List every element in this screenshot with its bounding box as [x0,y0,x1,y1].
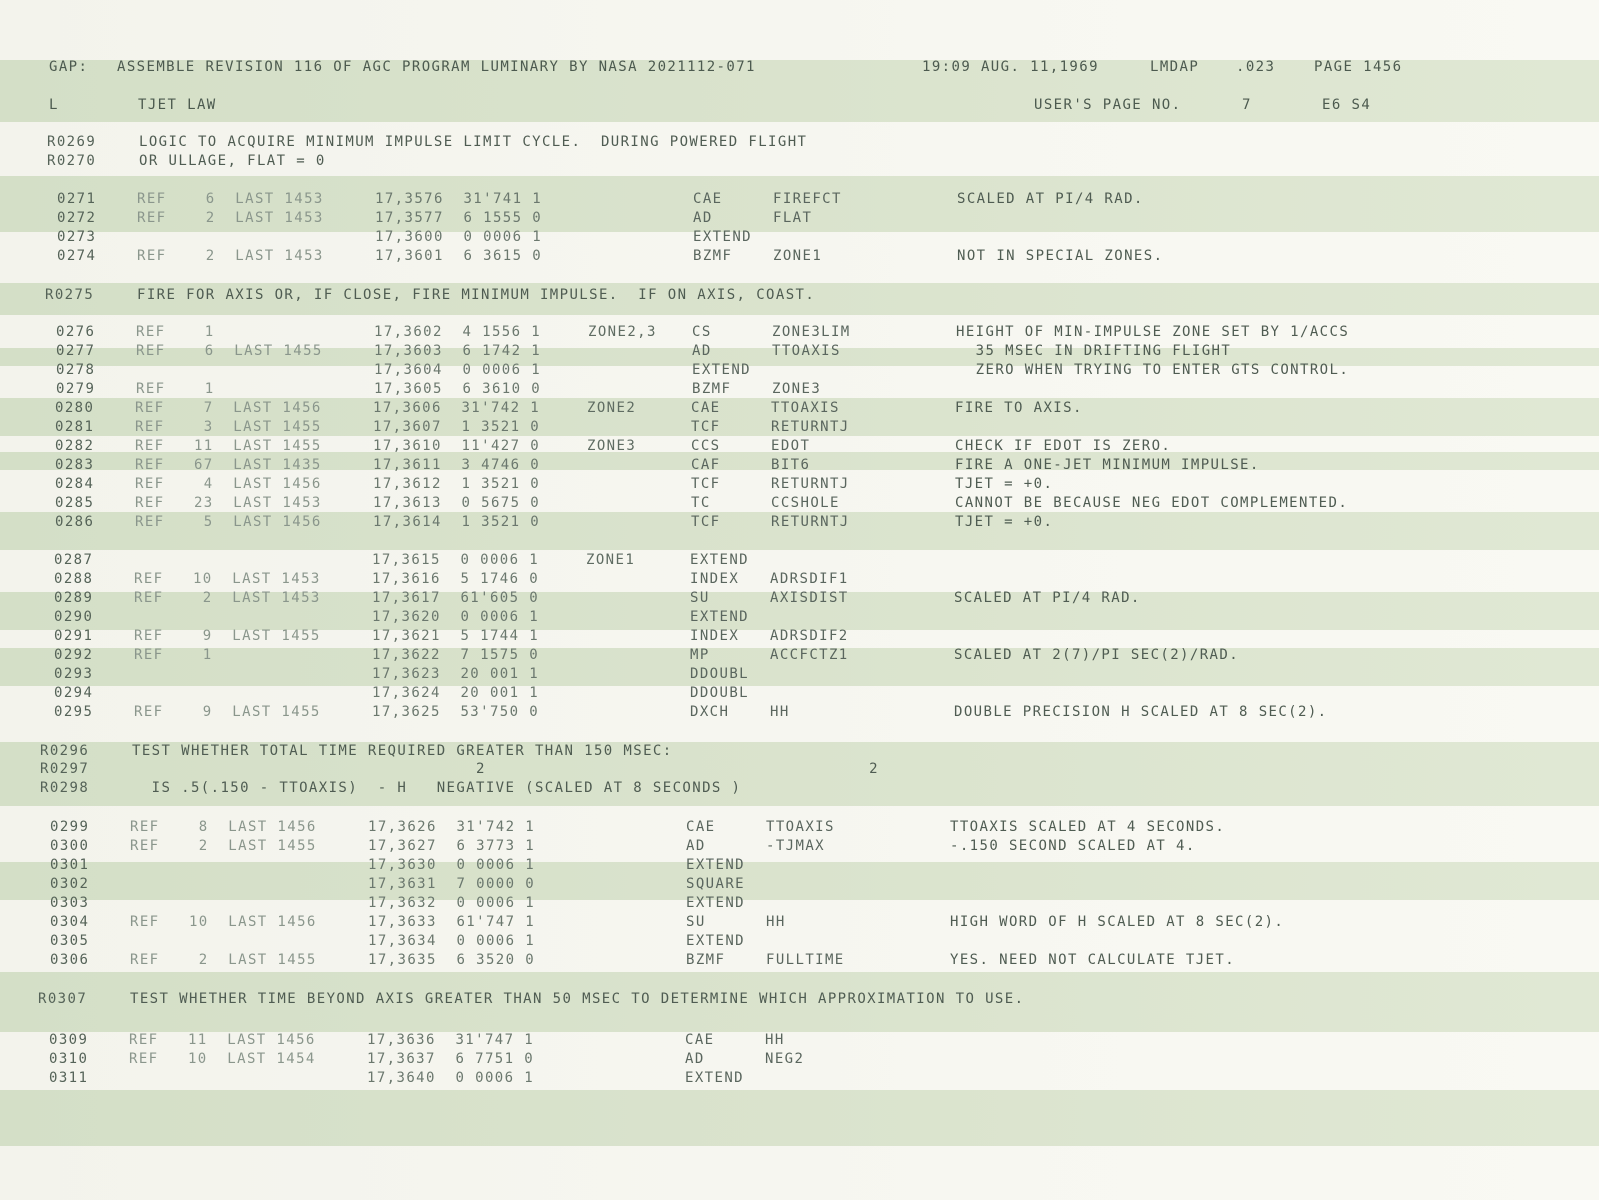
reference-field: REF 2 LAST 1453 [137,210,324,226]
opcode-field: BZMF [692,381,732,397]
address-field: 17,3634 0 0006 1 [368,933,536,949]
reference-field: REF 1 [134,647,213,663]
header-gap: GAP: [49,59,89,75]
reference-field: REF 9 LAST 1455 [134,704,321,720]
reference-field: REF 2 LAST 1453 [137,248,324,264]
line-number: R0269 [47,134,97,150]
address-field: 17,3632 0 0006 1 [368,895,536,911]
opcode-field: INDEX [690,628,740,644]
address-field: 17,3621 5 1744 1 [372,628,540,644]
comment-field: SCALED AT PI/4 RAD. [957,191,1144,207]
opcode-field: EXTEND [686,895,745,911]
remark-text: FIRE FOR AXIS OR, IF CLOSE, FIRE MINIMUM IMPULSE. IF ON AXIS, COAST. [137,287,816,303]
opcode-field: SU [690,590,710,606]
line-number: 0302 [50,876,90,892]
address-field: 17,3636 31'747 1 [367,1032,535,1048]
reference-field: REF 6 LAST 1453 [137,191,324,207]
comment-field: TJET = +0. [955,514,1054,530]
address-field: 17,3607 1 3521 0 [373,419,541,435]
line-number: 0271 [57,191,97,207]
reference-field: REF 5 LAST 1456 [135,514,322,530]
line-number: 0288 [54,571,94,587]
operand-field: EDOT [771,438,811,454]
opcode-field: TC [691,495,711,511]
opcode-field: DDOUBL [690,685,749,701]
line-number: 0299 [50,819,90,835]
opcode-field: BZMF [693,248,733,264]
operand-field: ADRSDIF1 [770,571,849,587]
operand-field: ZONE3 [772,381,822,397]
header-assemble-title: ASSEMBLE REVISION 116 OF AGC PROGRAM LUMINARY BY NASA 2021112-071 [117,59,756,75]
reference-field: REF 6 LAST 1455 [136,343,323,359]
address-field: 17,3602 4 1556 1 [374,324,542,340]
header-line-2 [49,96,1372,115]
opcode-field: EXTEND [692,362,751,378]
line-number: 0310 [49,1051,89,1067]
address-field: 17,3613 0 5675 0 [373,495,541,511]
address-field: 17,3605 6 3610 0 [374,381,542,397]
label-field: ZONE2,3 [588,324,657,340]
operand-field: BIT6 [771,457,811,473]
operand-field: FLAT [773,210,813,226]
comment-field: -.150 SECOND SCALED AT 4. [950,838,1196,854]
opcode-field: INDEX [690,571,740,587]
operand-field: HH [766,914,786,930]
operand-field: RETURNTJ [771,419,850,435]
address-field: 17,3606 31'742 1 [373,400,541,416]
header-users-page-number: 7 [1242,97,1252,113]
line-number: 0277 [56,343,96,359]
operand-field: TTOAXIS [772,343,841,359]
line-number: 0286 [55,514,95,530]
line-number: R0270 [47,153,97,169]
line-number: 0285 [55,495,95,511]
address-field: 17,3622 7 1575 0 [372,647,540,663]
opcode-field: CS [692,324,712,340]
opcode-field: CAF [691,457,721,473]
comment-field: ZERO WHEN TRYING TO ENTER GTS CONTROL. [956,362,1350,378]
address-field: 17,3610 11'427 0 [373,438,541,454]
operand-field: -TJMAX [766,838,825,854]
reference-field: REF 1 [136,324,215,340]
comment-field: FIRE A ONE-JET MINIMUM IMPULSE. [955,457,1260,473]
operand-field: FIREFCT [773,191,842,207]
line-number: R0297 [40,761,90,777]
opcode-field: SU [686,914,706,930]
remark-text: 2 2 [132,761,879,777]
address-field: 17,3612 1 3521 0 [373,476,541,492]
operand-field: TTOAXIS [766,819,835,835]
line-number: 0304 [50,914,90,930]
header-page-number: PAGE 1456 [1314,59,1403,75]
comment-field: YES. NEED NOT CALCULATE TJET. [950,952,1236,968]
address-field: 17,3630 0 0006 1 [368,857,536,873]
opcode-field: EXTEND [685,1070,744,1086]
comment-field: HEIGHT OF MIN-IMPULSE ZONE SET BY 1/ACCS [956,324,1350,340]
header-timestamp: 19:09 AUG. 11,1969 [922,59,1099,75]
reference-field: REF 4 LAST 1456 [135,476,322,492]
line-number: 0291 [54,628,94,644]
comment-field: HIGH WORD OF H SCALED AT 8 SEC(2). [950,914,1285,930]
operand-field: RETURNTJ [771,514,850,530]
address-field: 17,3576 31'741 1 [375,191,543,207]
reference-field: REF 23 LAST 1453 [135,495,322,511]
address-field: 17,3624 20 001 1 [372,685,540,701]
operand-field: ZONE3LIM [772,324,851,340]
reference-field: REF 1 [136,381,215,397]
line-number: R0296 [40,743,90,759]
opcode-field: EXTEND [690,609,749,625]
line-number: 0309 [49,1032,89,1048]
line-number: 0290 [54,609,94,625]
operand-field: CCSHOLE [771,495,840,511]
line-number: 0283 [55,457,95,473]
address-field: 17,3623 20 001 1 [372,666,540,682]
remark-text: LOGIC TO ACQUIRE MINIMUM IMPULSE LIMIT CYCLE. DURING POWERED FLIGHT [139,134,808,150]
address-field: 17,3601 6 3615 0 [375,248,543,264]
line-number: 0306 [50,952,90,968]
line-number: R0307 [38,991,88,1007]
address-field: 17,3625 53'750 0 [372,704,540,720]
line-number: 0295 [54,704,94,720]
opcode-field: CAE [685,1032,715,1048]
opcode-field: AD [685,1051,705,1067]
operand-field: RETURNTJ [771,476,850,492]
address-field: 17,3577 6 1555 0 [375,210,543,226]
address-field: 17,3617 61'605 0 [372,590,540,606]
opcode-field: EXTEND [686,857,745,873]
operand-field: FULLTIME [766,952,845,968]
comment-field: TJET = +0. [955,476,1054,492]
opcode-field: MP [690,647,710,663]
reference-field: REF 9 LAST 1455 [134,628,321,644]
reference-field: REF 10 LAST 1453 [134,571,321,587]
reference-field: REF 10 LAST 1456 [130,914,317,930]
reference-field: REF 2 LAST 1455 [130,838,317,854]
address-field: 17,3637 6 7751 0 [367,1051,535,1067]
line-number: 0305 [50,933,90,949]
line-number: 0284 [55,476,95,492]
line-number: 0300 [50,838,90,854]
operand-field: ZONE1 [773,248,823,264]
reference-field: REF 8 LAST 1456 [130,819,317,835]
operand-field: TTOAXIS [771,400,840,416]
opcode-field: CAE [693,191,723,207]
address-field: 17,3615 0 0006 1 [372,552,540,568]
address-field: 17,3616 5 1746 0 [372,571,540,587]
comment-field: SCALED AT 2(7)/PI SEC(2)/RAD. [954,647,1240,663]
opcode-field: CCS [691,438,721,454]
line-number: 0311 [49,1070,89,1086]
line-number: 0289 [54,590,94,606]
line-number: R0275 [45,287,95,303]
remark-text: IS .5(.150 - TTOAXIS) - H NEGATIVE (SCALED AT 8 SECONDS ) [132,780,742,796]
line-number: 0293 [54,666,94,682]
line-number: 0303 [50,895,90,911]
comment-field: TTOAXIS SCALED AT 4 SECONDS. [950,819,1226,835]
opcode-field: DXCH [690,704,730,720]
reference-field: REF 67 LAST 1435 [135,457,322,473]
address-field: 17,3633 61'747 1 [368,914,536,930]
remark-text: TEST WHETHER TIME BEYOND AXIS GREATER THAN 50 MSEC TO DETERMINE WHICH APPROXIMATION TO USE. [130,991,1025,1007]
line-number: 0292 [54,647,94,663]
opcode-field: BZMF [686,952,726,968]
opcode-field: EXTEND [693,229,752,245]
address-field: 17,3603 6 1742 1 [374,343,542,359]
comment-field: 35 MSEC IN DRIFTING FLIGHT [956,343,1232,359]
line-number: 0287 [54,552,94,568]
line-number: 0278 [56,362,96,378]
line-number: 0282 [55,438,95,454]
reference-field: REF 3 LAST 1455 [135,419,322,435]
comment-field: NOT IN SPECIAL ZONES. [957,248,1164,264]
opcode-field: CAE [686,819,716,835]
line-number: 0276 [56,324,96,340]
line-number: 0281 [55,419,95,435]
address-field: 17,3627 6 3773 1 [368,838,536,854]
address-field: 17,3640 0 0006 1 [367,1070,535,1086]
comment-field: DOUBLE PRECISION H SCALED AT 8 SEC(2). [954,704,1328,720]
label-field: ZONE2 [587,400,637,416]
operand-field: HH [765,1032,785,1048]
address-field: 17,3611 3 4746 0 [373,457,541,473]
opcode-field: DDOUBL [690,666,749,682]
address-field: 17,3620 0 0006 1 [372,609,540,625]
line-number: 0272 [57,210,97,226]
address-field: 17,3626 31'742 1 [368,819,536,835]
reference-field: REF 11 LAST 1455 [135,438,322,454]
header-version: .023 [1236,59,1276,75]
line-number: 0274 [57,248,97,264]
header-l: L [49,97,59,113]
opcode-field: TCF [691,514,721,530]
operand-field: ACCFCTZ1 [770,647,849,663]
line-number: 0273 [57,229,97,245]
line-number: 0279 [56,381,96,397]
opcode-field: TCF [691,419,721,435]
label-field: ZONE3 [587,438,637,454]
reference-field: REF 11 LAST 1456 [129,1032,316,1048]
line-number: 0294 [54,685,94,701]
line-number: R0298 [40,780,90,796]
reference-field: REF 2 LAST 1455 [130,952,317,968]
opcode-field: EXTEND [686,933,745,949]
opcode-field: TCF [691,476,721,492]
line-number: 0301 [50,857,90,873]
reference-field: REF 7 LAST 1456 [135,400,322,416]
reference-field: REF 10 LAST 1454 [129,1051,316,1067]
reference-field: REF 2 LAST 1453 [134,590,321,606]
comment-field: FIRE TO AXIS. [955,400,1083,416]
comment-field: CHECK IF EDOT IS ZERO. [955,438,1172,454]
opcode-field: AD [692,343,712,359]
header-lmdap: LMDAP [1150,59,1200,75]
operand-field: ADRSDIF2 [770,628,849,644]
operand-field: NEG2 [765,1051,805,1067]
comment-field: SCALED AT PI/4 RAD. [954,590,1141,606]
operand-field: AXISDIST [770,590,849,606]
remark-text: OR ULLAGE, FLAT = 0 [139,153,326,169]
opcode-field: EXTEND [690,552,749,568]
address-field: 17,3631 7 0000 0 [368,876,536,892]
comment-field: CANNOT BE BECAUSE NEG EDOT COMPLEMENTED. [955,495,1349,511]
header-e6-s4: E6 S4 [1322,97,1372,113]
header-users-page-label: USER'S PAGE NO. [1034,97,1182,113]
line-number: 0280 [55,400,95,416]
address-field: 17,3600 0 0006 1 [375,229,543,245]
address-field: 17,3635 6 3520 0 [368,952,536,968]
header-section-title: TJET LAW [138,97,217,113]
opcode-field: AD [693,210,713,226]
opcode-field: SQUARE [686,876,745,892]
opcode-field: AD [686,838,706,854]
address-field: 17,3604 0 0006 1 [374,362,542,378]
header-line-1 [49,58,1403,77]
opcode-field: CAE [691,400,721,416]
label-field: ZONE1 [586,552,636,568]
remark-text: TEST WHETHER TOTAL TIME REQUIRED GREATER THAN 150 MSEC: [132,743,673,759]
address-field: 17,3614 1 3521 0 [373,514,541,530]
operand-field: HH [770,704,790,720]
